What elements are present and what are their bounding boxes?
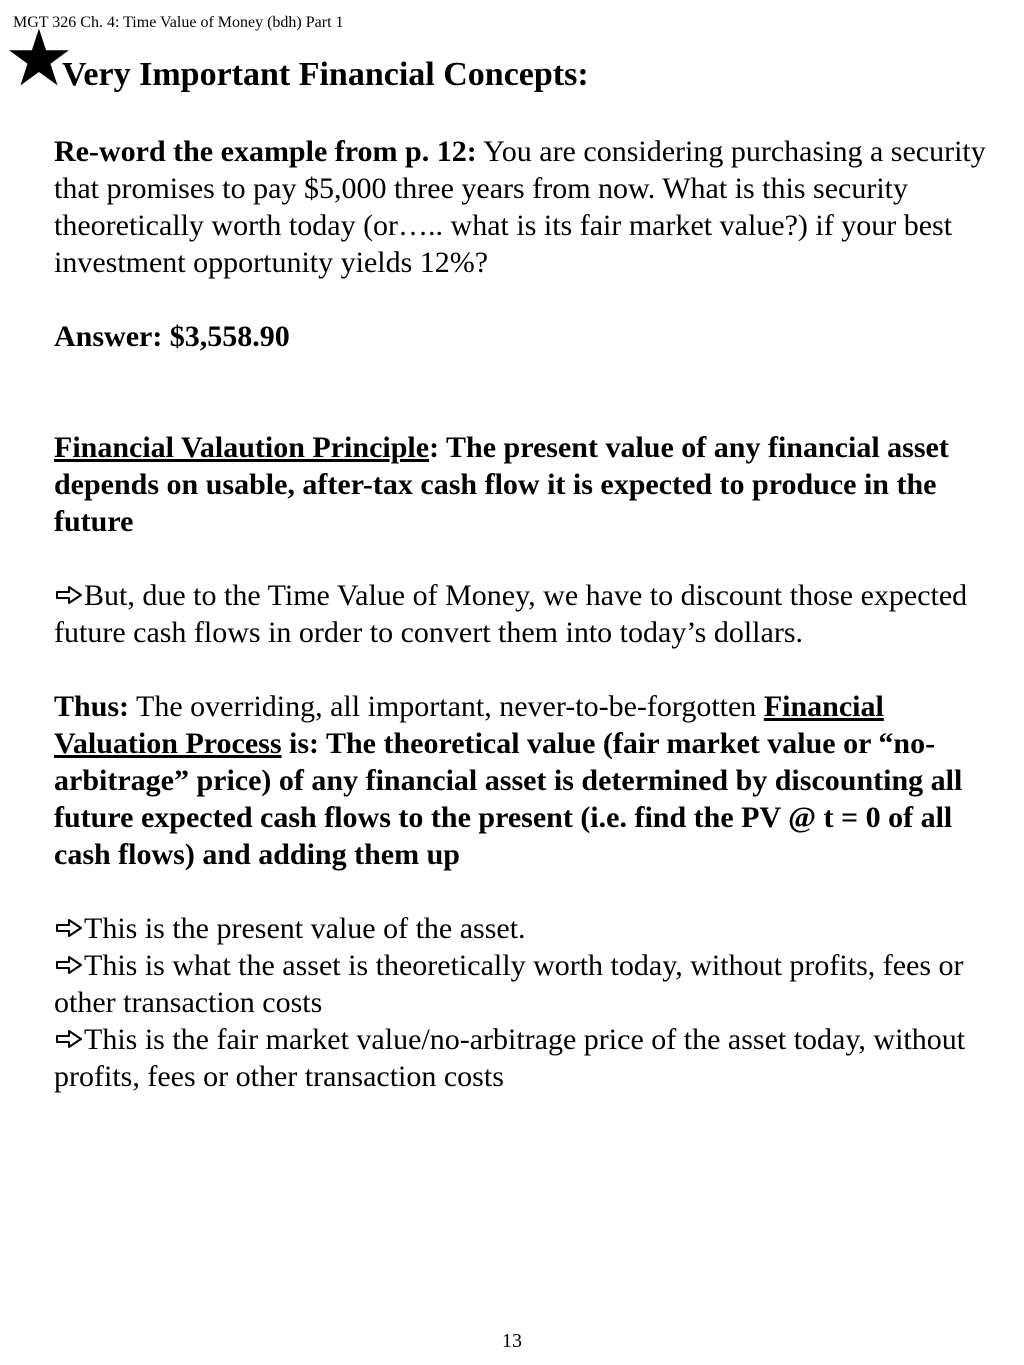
principle-label: Financial Valaution Principle — [54, 431, 430, 464]
outline-right-arrow-icon — [54, 917, 84, 939]
process-label: Financial Valuation Process — [54, 690, 884, 760]
process-intro: The overriding, all important, never-to-be-forgotten — [129, 690, 764, 723]
bullet-item — [54, 947, 1012, 1021]
example-label: Re-word the example from p. 12: — [54, 135, 477, 168]
example-paragraph — [54, 133, 1012, 281]
principle-text: : The present value of any financial asset depends on usable, after-tax cash flow it is expected to produce in the future — [54, 431, 949, 538]
course-header: MGT 326 Ch. 4: Time Value of Money (bdh) Part 1 — [13, 14, 344, 31]
process-paragraph — [54, 688, 1012, 873]
outline-right-arrow-icon — [54, 584, 84, 606]
slide-content — [54, 133, 1012, 1095]
principle-note — [54, 577, 1012, 651]
process-text: is: The theoretical value (fair market value or “no-arbitrage” price) of any financial asset is determined by discounting all future expected cash flows to the present (i.e. find the PV @ t = 0 of all cash flows) and adding them up — [54, 727, 963, 871]
bullet-item — [54, 910, 1012, 947]
bullet-text: This is the present value of the asset. — [84, 912, 526, 945]
answer-text: Answer: $3,558.90 — [54, 320, 290, 353]
page-title: Very Important Financial Concepts: — [62, 56, 589, 93]
principle-note-text: But, due to the Time Value of Money, we have to discount those expected future cash flows in order to convert them into today’s dollars. — [54, 579, 968, 649]
star-icon: ★ — [4, 14, 74, 104]
outline-right-arrow-icon — [54, 1028, 84, 1050]
page-number: 13 — [502, 1330, 522, 1352]
bullet-text: This is the fair market value/no-arbitrage price of the asset today, without profits, fees or other transaction costs — [54, 1023, 966, 1093]
example-text: You are considering purchasing a security that promises to pay $5,000 three years from now. What is this security theoretically worth today (or….. what is its fair market value?) if your best investment opportunity yields 12%? — [54, 135, 986, 279]
bullet-text: This is what the asset is theoretically worth today, without profits, fees or other transaction costs — [54, 949, 964, 1019]
outline-right-arrow-icon — [54, 954, 84, 976]
bullet-item — [54, 1021, 1012, 1095]
thus-label: Thus: — [54, 690, 130, 723]
principle-paragraph — [54, 429, 1012, 540]
